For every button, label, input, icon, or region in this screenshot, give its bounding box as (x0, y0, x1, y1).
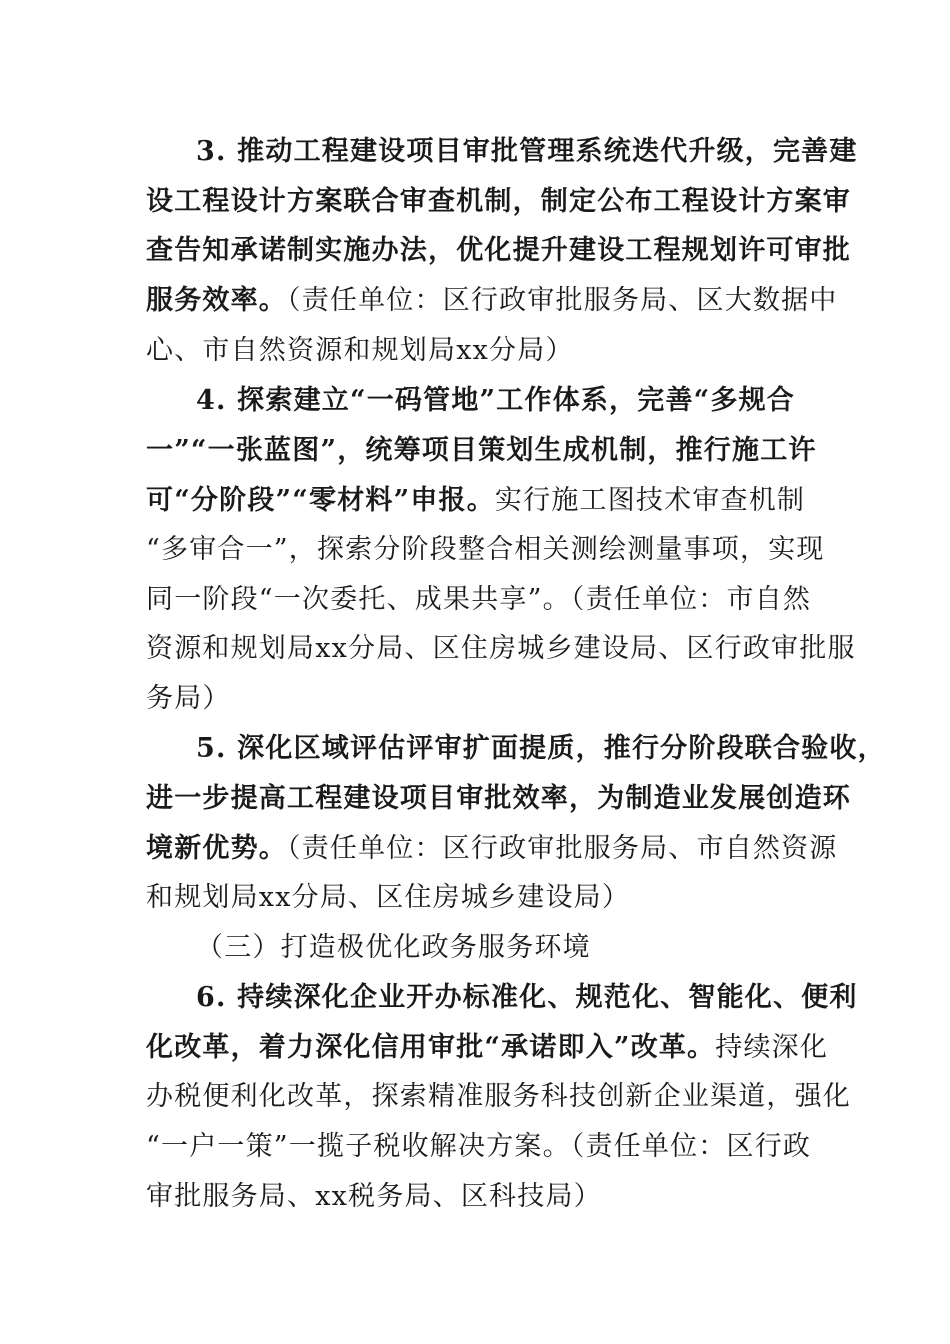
text-line: “一户一策”一揽子税收解决方案。（责任单位：区行政 (146, 1131, 812, 1162)
text-line: 进一步提高工程建设项目审批效率，为制造业发展创造环 (146, 783, 851, 814)
text-line: 5. 深化区域评估评审扩面提质，推行分阶段联合验收， (196, 733, 886, 764)
text-line: “多审合一”，探索分阶段整合相关测绘测量事项，实现 (146, 534, 825, 565)
text-line: 化改革，着力深化信用审批“承诺即入”改革。持续深化 (146, 1032, 829, 1063)
text-line: 办税便利化改革，探索精准服务科技创新企业渠道，强化 (146, 1081, 851, 1112)
text-line: 一”“一张蓝图”，统筹项目策划生成机制，推行施工许 (146, 435, 817, 466)
text-line: 设工程设计方案联合审查机制，制定公布工程设计方案审 (146, 186, 851, 217)
text-line: 6. 持续深化企业开办标准化、规范化、智能化、便利 (196, 982, 858, 1013)
text-line: 同一阶段“一次委托、成果共享”。（责任单位：市自然 (146, 584, 812, 615)
text-line: 和规划局xx分局、区住房城乡建设局） (146, 882, 631, 913)
text-line: 心、市自然资源和规划局xx分局） (146, 335, 574, 366)
text-line: 务局） (146, 683, 231, 714)
text-line: 服务效率。（责任单位：区行政审批服务局、区大数据中 (146, 285, 838, 316)
text-line: 3. 推动工程建设项目审批管理系统迭代升级，完善建 (196, 136, 858, 167)
text-line: 4. 探索建立“一码管地”工作体系，完善“多规合 (196, 385, 795, 416)
section-heading: （三）打造极优化政务服务环境 (196, 932, 591, 963)
text-line: 查告知承诺制实施办法，优化提升建设工程规划许可审批 (146, 235, 851, 266)
text-line: 审批服务局、xx税务局、区科技局） (146, 1181, 602, 1212)
text-line: 资源和规划局xx分局、区住房城乡建设局、区行政审批服 (146, 633, 856, 664)
text-line: 境新优势。（责任单位：区行政审批服务局、市自然资源 (146, 833, 838, 864)
text-line: 可“分阶段”“零材料”申报。实行施工图技术审查机制 (146, 485, 806, 516)
